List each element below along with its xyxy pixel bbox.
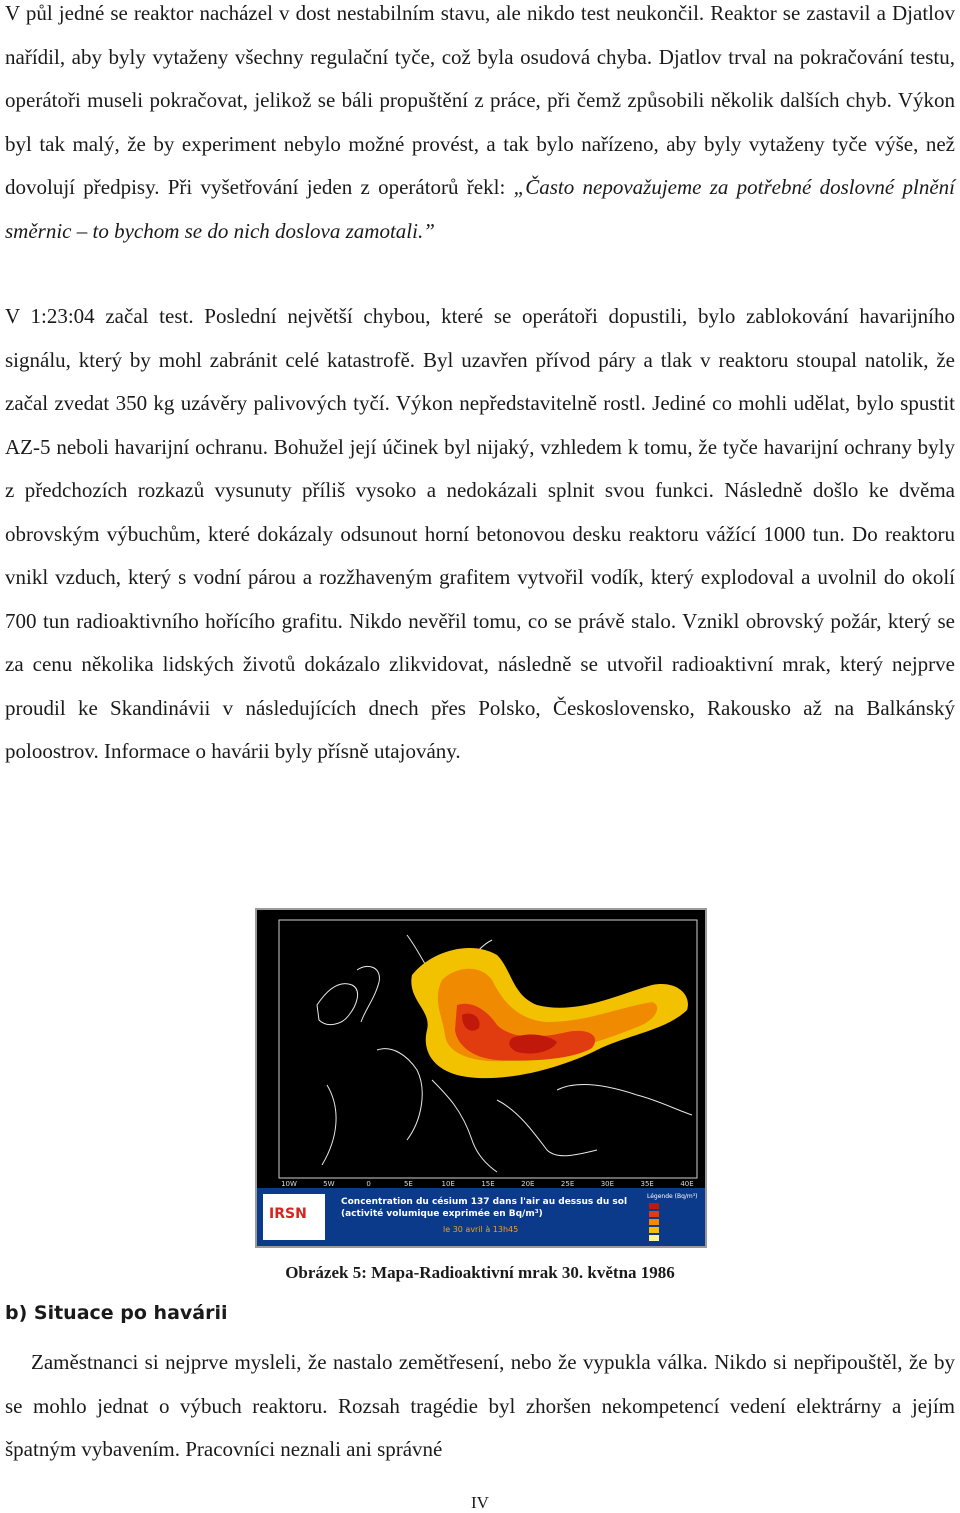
paragraph-reactor-test bbox=[5, 0, 955, 253]
longitude-tick-label: 10E bbox=[441, 1180, 455, 1188]
banner-line-2: (activité volumique exprimée en Bq/m³) bbox=[341, 1209, 543, 1219]
paragraph-aftermath bbox=[5, 1341, 955, 1472]
longitude-tick-label: 40E bbox=[680, 1180, 694, 1188]
longitude-tick-label: 25E bbox=[560, 1180, 575, 1188]
longitude-tick-label: 10W bbox=[281, 1180, 297, 1188]
operator-quote: „Často nepovažujeme za potřebné doslovné plnění směrnic – to bychom se do nich doslova zamotali.” bbox=[5, 175, 955, 243]
banner-date: le 30 avril à 13h45 bbox=[443, 1225, 519, 1234]
paragraph-text: V půl jedné se reaktor nacházel v dost nestabilním stavu, ale nikdo test neukončil. Reaktor se zastavil a Djatlov nařídil, aby byly vytaženy všechny regulační tyče, což byla osudová chyba. Djatlov trval na pokračování testu, operátoři museli pokračovat, jelikož se báli propuštění z práce, při čemž způsobili několik dalších chyb. Výkon byl tak malý, že by experiment nebylo možné provést, a tak bylo nařízeno, aby byly vytaženy tyče výše, než dovolují předpisy. Při vyšetřování jeden z operátorů řekl: bbox=[5, 1, 955, 199]
longitude-tick-label: 30E bbox=[600, 1180, 615, 1188]
figure-caption: Obrázek 5: Mapa-Radioaktivní mrak 30. května 1986 bbox=[285, 1263, 675, 1282]
longitude-tick-label: 5E bbox=[403, 1180, 413, 1188]
radioactive-cloud-map-figure bbox=[255, 908, 707, 1248]
longitude-tick-label: 5W bbox=[323, 1180, 335, 1188]
paragraph-explosion: V 1:23:04 začal test. Poslední největší chybou, které se operátoři dopustili, bylo zablokování havarijního signálu, který by mohl zabránit celé katastrofě. Byl uzavřen přívod páry a tlak v reaktoru stoupal natolik, že začal zvedat 350 kg uzávěry palivových tyčí. Výkon nepředstavitelně rostl. Jediné co mohli udělat, bylo spustit AZ-5 neboli havarijní ochranu. Bohužel její účinek byl nijaký, vzhledem k tomu, že tyče havarijní ochrany byly z předchozích rozkazů vysunuty příliš vysoko a nedokázali splnit svou funkci. Následně došlo ke dvěma obrovským výbuchům, které dokázaly odsunout horní betonovou desku reaktoru vážící 1000 tun. Do reaktoru vnikl vzduch, který s vodní párou a rozžhaveným grafitem vytvořil vodík, který explodoval a uvolnil do okolí 700 tun radioaktivního hořícího grafitu. Nikdo nevěřil tomu, co se právě stalo. Vznikl obrovský požár, který se za cenu několika lidských životů dokázalo zlikvidovat, následně se utvořil radioaktivní mrak, který nejprve proudil ke Skandinávii v následujících dnech přes Polsko, Československo, Rakousko až na Balkánský poloostrov. Informace o havárii byly přísně utajovány. bbox=[5, 304, 955, 763]
section-heading: b) Situace po havárii bbox=[5, 1302, 228, 1324]
legend-title: Légende (Bq/m³) bbox=[647, 1193, 698, 1200]
irsn-logo: IRSN bbox=[269, 1206, 307, 1222]
longitude-tick-label: 0 bbox=[366, 1180, 371, 1188]
longitude-tick-label: 35E bbox=[640, 1180, 654, 1188]
cesium-map-image bbox=[257, 910, 705, 1246]
banner-line-1: Concentration du césium 137 dans l'air au dessus du sol bbox=[341, 1197, 628, 1207]
page-number: IV bbox=[471, 1493, 489, 1512]
longitude-tick-label: 20E bbox=[521, 1180, 535, 1188]
longitude-tick-label: 15E bbox=[481, 1180, 495, 1188]
paragraph-text: Zaměstnanci si nejprve mysleli, že nastalo zemětřesení, nebo že vypukla válka. Nikdo si nepřipouštěl, že by se mohlo jednat o výbuch reaktoru. Rozsah tragédie byl zhoršen nekompetencí vedení elektrárny a jejím špatným vybavením. Pracovníci neznali ani správné bbox=[5, 1350, 955, 1461]
